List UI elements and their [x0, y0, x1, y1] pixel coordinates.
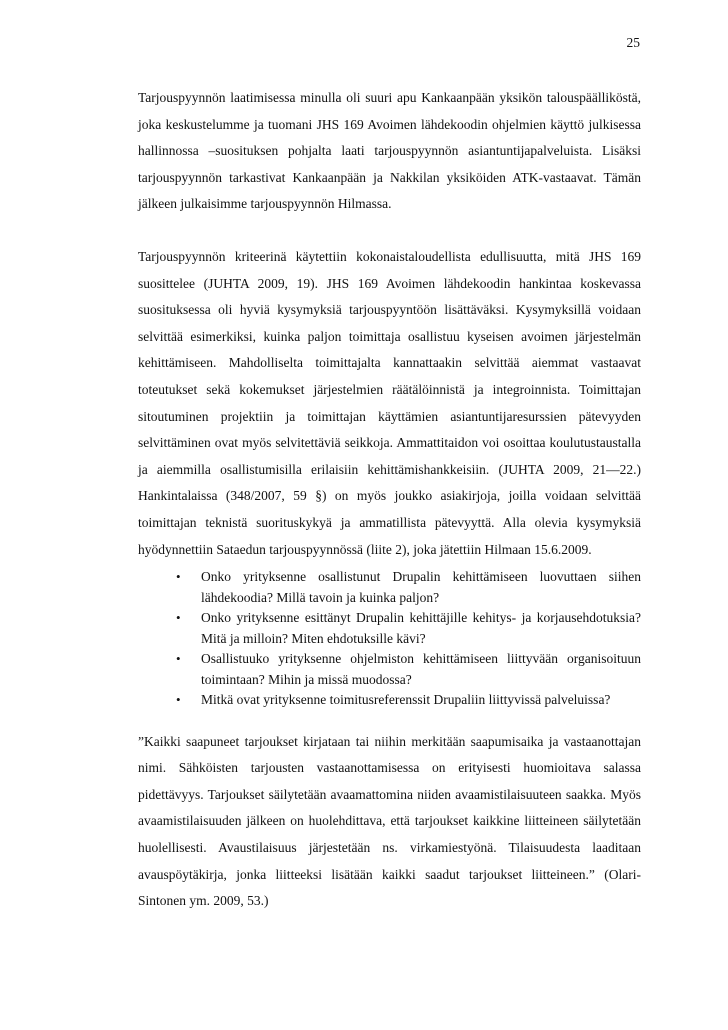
list-item — [138, 690, 641, 711]
bullet-icon: • — [176, 569, 181, 585]
list-item-text: Mitkä ovat yrityksenne toimitusreferenssit Drupaliin liittyvissä palveluissa? — [201, 692, 611, 708]
block-quote: ”Kaikki saapuneet tarjoukset kirjataan tai niihin merkitään saapumisaika ja vastaanottajan nimi. Sähköisten tarjousten vastaanottamisessa on erityisesti huomioitava salassa pidettävyys. Tarjoukset säilytetään avaamattomina niiden avaamistilaisuuteen saakka. Myös avaamistilaisuuden jälkeen on huolehdittava, että tarjoukset kaikkine liitteineen säilytetään huolellisesti. Avaustilaisuus järjestetään ns. virkamiestyönä. Tilaisuudesta laaditaan avauspöytäkirja, jonka liitteeksi lisätään kaikki saadut tarjoukset liitteineen.” (Olari-Sintonen ym. 2009, 53.) — [138, 733, 641, 909]
paragraph-offer-preparation: Tarjouspyynnön laatimisessa minulla oli suuri apu Kankaanpään yksikön talouspäälliköstä, joka keskustelumme ja tuomani JHS 169 Avoimen lähdekoodin ohjelmien käyttö julkisessa hallinnossa –suosituksen pohjalta laati tarjouspyynnön asiantuntijapalveluista. Lisäksi tarjouspyynnön tarkastivat Kankaanpään ja Nakkilan yksiköiden ATK-vastaavat. Tämän jälkeen julkaisimme tarjouspyynnön Hilmassa. — [138, 90, 641, 212]
bullet-icon: • — [176, 610, 181, 626]
list-item — [138, 567, 641, 608]
list-item-text: Onko yrityksenne osallistunut Drupalin kehittämiseen luovuttaen siihen lähdekoodia? Millä tavoin ja kuinka paljon? — [201, 569, 641, 605]
page-body — [138, 85, 641, 915]
bullet-icon: • — [176, 651, 181, 667]
list-item-text: Osallistuuko yrityksenne ohjelmiston kehittämiseen liittyvään organisoituun toimintaan? Mihin ja missä muodossa? — [201, 651, 641, 687]
page-number: 25 — [626, 35, 640, 50]
list-item — [138, 649, 641, 690]
list-item-text: Onko yrityksenne esittänyt Drupalin kehittäjille kehitys- ja korjausehdotuksia? Mitä ja milloin? Miten ehdotuksille kävi? — [201, 610, 641, 646]
bullet-icon: • — [176, 692, 181, 708]
paragraph-offer-criteria: Tarjouspyynnön kriteerinä käytettiin kokonaistaloudellista edullisuutta, mitä JHS 169 suosittelee (JUHTA 2009, 19). JHS 169 Avoimen lähdekoodin hankintaa koskevassa suosituksessa oli hyviä kysymyksiä tarjouspyyntöön lisättäväksi. Kysymyksillä voidaan selvittää esimerkiksi, kuinka paljon toimittaja osallistuu kyseisen avoimen järjestelmän kehittämiseen. Mahdolliselta toimittajalta kannattaakin selvittää aiemmat vastaavat toteutukset sekä kokemukset järjestelmien räätälöinnistä ja integroinnista. Toimittajan sitoutuminen projektiin ja toimittajan käyttämien asiantuntijaresurssien pätevyyden selvittäminen ovat myös selvitettäviä seikkoja. Ammattitaidon voi osoittaa koulutustaustalla ja aiemmilla osallistumisilla erilaisiin kehittämishankkeisiin. (JUHTA 2009, 21—22.) Hankintalaissa (348/2007, 59 §) on myös joukko asiakirjoja, joilla voidaan selvittää toimittajan teknistä suorituskykyä ja ammatillista pätevyyttä. Alla olevia kysymyksiä hyödynnettiin Sataedun tarjouspyynnössä (liite 2), joka jätettiin Hilmaan 15.6.2009. — [138, 248, 641, 557]
question-list — [138, 567, 641, 711]
list-item — [138, 608, 641, 649]
